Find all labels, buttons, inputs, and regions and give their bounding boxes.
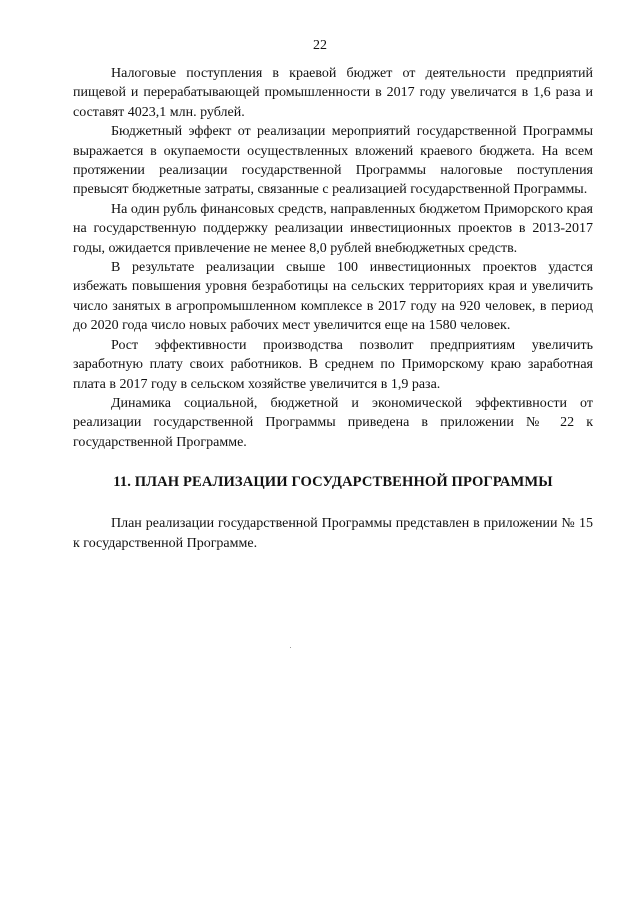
paragraph-efficiency-dynamics: Динамика социальной, бюджетной и экономической эффективности от реализации государственной Программы приведена в приложении № 22 к государственной Программе.: [73, 395, 593, 450]
scan-speck: [290, 647, 291, 648]
section-heading: 11. ПЛАН РЕАЛИЗАЦИИ ГОСУДАРСТВЕННОЙ ПРОГРАММЫ: [113, 474, 553, 491]
paragraph-investment-ratio: На один рубль финансовых средств, направленных бюджетом Приморского края на государственную поддержку реализации инвестиционных проектов в 2013-2017 годы, ожидается привлечение не менее 8,0 рублей внебюджетных средств.: [73, 201, 593, 256]
paragraph-wages: Рост эффективности производства позволит предприятиям увеличить заработную плату своих работников. В среднем по Приморскому краю заработная плата в 2017 году в сельском хозяйстве увеличится в 1,9 раза.: [73, 337, 593, 392]
paragraph-tax-revenue: Налоговые поступления в краевой бюджет от деятельности предприятий пищевой и перерабатывающей промышленности в 2017 году увеличатся в 1,6 раза и составят 4023,1 млн. рублей.: [73, 66, 593, 120]
paragraph-employment: В результате реализации свыше 100 инвестиционных проектов удастся избежать повышения уровня безработицы на сельских территориях края и увеличить число занятых в агропромышленном комплексе в 2017 году на 920 человек, в период до 2020 года число новых рабочих мест увеличится еще на 1580 человек.: [73, 260, 593, 334]
page-number: 22: [313, 38, 327, 53]
document-body: [73, 64, 593, 553]
paragraph-implementation-plan: План реализации государственной Программы представлен в приложении № 15 к государственной Программе.: [73, 516, 593, 551]
paragraph-budget-effect: Бюджетный эффект от реализации мероприятий государственной Программы выражается в окупаемости осуществленных вложений краевого бюджета. На всем протяжении реализации государственной Программы налоговые поступления превысят бюджетные затраты, связанные с реализацией государственной Программы.: [73, 124, 593, 198]
